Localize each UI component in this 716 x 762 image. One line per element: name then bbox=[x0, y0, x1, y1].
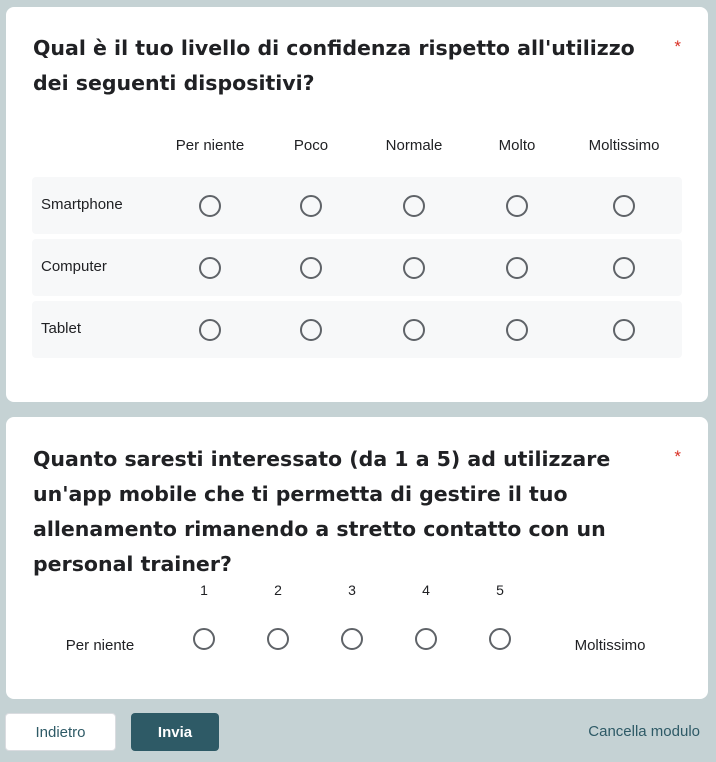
radio-scale-4[interactable] bbox=[415, 628, 437, 650]
radio-smartphone-poco[interactable] bbox=[300, 195, 322, 217]
row-label: Computer bbox=[41, 258, 107, 275]
required-asterisk: * bbox=[674, 37, 681, 56]
row-label: Smartphone bbox=[41, 196, 123, 213]
grid-row-tablet bbox=[32, 301, 682, 358]
column-header-normale: Normale bbox=[385, 137, 443, 154]
column-header-poco: Poco bbox=[293, 137, 329, 154]
radio-tablet-poco[interactable] bbox=[300, 319, 322, 341]
column-header-moltissimo: Moltissimo bbox=[588, 137, 660, 154]
radio-smartphone-per-niente[interactable] bbox=[199, 195, 221, 217]
grid-row-smartphone bbox=[32, 177, 682, 234]
radio-computer-molto[interactable] bbox=[506, 257, 528, 279]
required-asterisk: * bbox=[674, 447, 681, 466]
question-card-confidence bbox=[6, 7, 708, 402]
radio-tablet-moltissimo[interactable] bbox=[613, 319, 635, 341]
submit-button[interactable]: Invia bbox=[131, 713, 219, 751]
scale-number-5: 5 bbox=[496, 582, 504, 598]
radio-tablet-molto[interactable] bbox=[506, 319, 528, 341]
radio-computer-poco[interactable] bbox=[300, 257, 322, 279]
scale-number-1: 1 bbox=[200, 582, 208, 598]
scale-number-3: 3 bbox=[348, 582, 356, 598]
question-title: Quanto saresti interessato (da 1 a 5) ad utilizzare un'app mobile che ti permetta di gestire il tuo allenamento rimanendo a stretto contatto con un personal trainer? bbox=[33, 447, 611, 576]
scale-number-2: 2 bbox=[274, 582, 282, 598]
radio-computer-per-niente[interactable] bbox=[199, 257, 221, 279]
clear-form-link[interactable]: Cancella modulo bbox=[588, 723, 700, 740]
column-header-molto: Molto bbox=[498, 137, 536, 154]
radio-computer-moltissimo[interactable] bbox=[613, 257, 635, 279]
radio-smartphone-molto[interactable] bbox=[506, 195, 528, 217]
radio-scale-3[interactable] bbox=[341, 628, 363, 650]
radio-smartphone-normale[interactable] bbox=[403, 195, 425, 217]
radio-scale-5[interactable] bbox=[489, 628, 511, 650]
radio-computer-normale[interactable] bbox=[403, 257, 425, 279]
radio-tablet-per-niente[interactable] bbox=[199, 319, 221, 341]
question-card-interest bbox=[6, 417, 708, 699]
scale-number-4: 4 bbox=[422, 582, 430, 598]
radio-scale-1[interactable] bbox=[193, 628, 215, 650]
radio-scale-2[interactable] bbox=[267, 628, 289, 650]
scale-low-label: Per niente bbox=[65, 637, 135, 654]
radio-tablet-normale[interactable] bbox=[403, 319, 425, 341]
scale-high-label: Moltissimo bbox=[574, 637, 646, 654]
question-title: Qual è il tuo livello di confidenza rispetto all'utilizzo dei seguenti dispositivi? bbox=[33, 36, 635, 95]
grid-row-computer bbox=[32, 239, 682, 296]
row-label: Tablet bbox=[41, 320, 82, 337]
column-header-per-niente: Per niente bbox=[175, 137, 245, 154]
radio-smartphone-moltissimo[interactable] bbox=[613, 195, 635, 217]
back-button[interactable]: Indietro bbox=[5, 713, 116, 751]
